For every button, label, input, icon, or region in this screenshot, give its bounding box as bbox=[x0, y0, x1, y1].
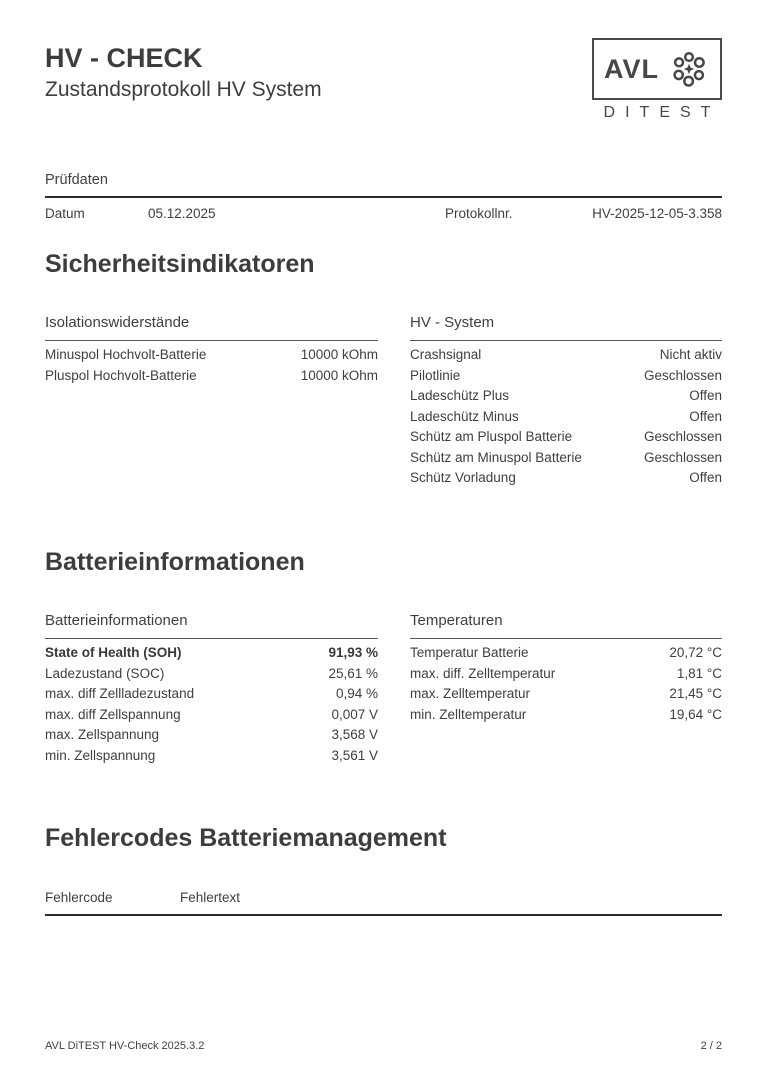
divider bbox=[410, 340, 722, 341]
row-label: Pilotlinie bbox=[410, 367, 461, 383]
row-value: 25,61 % bbox=[328, 665, 378, 681]
logo-brand-text: AVL bbox=[604, 53, 659, 84]
fehlertext-column-header: Fehlertext bbox=[180, 890, 241, 906]
divider bbox=[45, 340, 378, 341]
row-label: Schütz Vorladung bbox=[410, 470, 516, 486]
fehlercode-column-header: Fehlercode bbox=[45, 890, 113, 906]
isolationswiderstaende-table bbox=[45, 314, 378, 386]
divider bbox=[45, 914, 722, 916]
table-row bbox=[410, 407, 722, 428]
logo-box bbox=[592, 38, 722, 100]
row-label: max. Zelltemperatur bbox=[410, 686, 531, 701]
table-row bbox=[45, 664, 378, 685]
row-value: 91,93 % bbox=[328, 645, 378, 660]
row-label: max. Zellspannung bbox=[45, 727, 160, 742]
batterieinformationen-heading: Batterieinformationen bbox=[45, 547, 305, 576]
pruefdaten-row bbox=[45, 198, 722, 221]
sicherheitsindikatoren-tables bbox=[45, 314, 722, 489]
row-label: Ladeschütz Minus bbox=[410, 408, 519, 424]
row-label: Schütz am Pluspol Batterie bbox=[410, 429, 573, 445]
divider bbox=[410, 638, 722, 639]
row-value: 20,72 °C bbox=[669, 645, 722, 660]
subtable-title: Isolationswiderstände bbox=[45, 314, 190, 332]
row-value: 0,94 % bbox=[335, 686, 378, 701]
row-label: max. diff Zellspannung bbox=[45, 706, 181, 722]
fehlercodes-table-header bbox=[45, 890, 722, 905]
table-row bbox=[410, 386, 722, 407]
pruefdaten-section bbox=[45, 172, 722, 221]
sicherheitsindikatoren-heading: Sicherheitsindikatoren bbox=[45, 250, 315, 278]
fehlercodes-heading: Fehlercodes Batteriemanagement bbox=[45, 824, 447, 852]
table-row bbox=[410, 345, 722, 366]
batterieinformationen-tables bbox=[45, 612, 722, 766]
hv-system-table bbox=[410, 314, 722, 489]
batterie-table bbox=[45, 612, 378, 766]
row-value: 10000 kOhm bbox=[300, 347, 378, 363]
row-value: 10000 kOhm bbox=[300, 367, 378, 383]
temperaturen-table bbox=[410, 612, 722, 725]
table-row bbox=[45, 705, 378, 726]
row-value: 1,81 °C bbox=[676, 665, 722, 681]
subtable-title: HV - System bbox=[410, 314, 495, 332]
table-row bbox=[45, 746, 378, 767]
page-footer bbox=[45, 1040, 722, 1052]
row-value: 19,64 °C bbox=[669, 706, 722, 722]
row-value: Nicht aktiv bbox=[659, 347, 722, 363]
row-value: Geschlossen bbox=[643, 449, 722, 465]
row-label: State of Health (SOH) bbox=[45, 645, 182, 660]
subtable-title: Batterieinformationen bbox=[45, 612, 188, 629]
logo-ditest-text: DITEST bbox=[603, 104, 721, 121]
row-label: Ladeschütz Plus bbox=[410, 388, 510, 404]
row-value: Geschlossen bbox=[643, 429, 722, 445]
row-value: 3,568 V bbox=[331, 727, 378, 742]
row-value: Offen bbox=[689, 470, 722, 486]
table-row bbox=[410, 448, 722, 469]
row-value: Geschlossen bbox=[643, 367, 722, 383]
row-value: 21,45 °C bbox=[669, 686, 722, 701]
row-label: max. diff. Zelltemperatur bbox=[410, 665, 556, 681]
page-subtitle: Zustandsprotokoll HV System bbox=[45, 77, 322, 101]
row-label: Temperatur Batterie bbox=[410, 645, 529, 660]
table-row bbox=[410, 664, 722, 685]
table-row bbox=[410, 705, 722, 726]
protokollnr-value: HV-2025-12-05-3.358 bbox=[592, 206, 722, 221]
row-label: Ladezustand (SOC) bbox=[45, 665, 165, 681]
row-label: Schütz am Minuspol Batterie bbox=[410, 449, 582, 465]
table-row bbox=[410, 643, 722, 664]
row-label: Pluspol Hochvolt-Batterie bbox=[45, 367, 197, 383]
row-label: Crashsignal bbox=[410, 347, 482, 363]
avl-ditest-logo bbox=[592, 38, 722, 122]
table-row bbox=[45, 684, 378, 705]
title-block bbox=[45, 44, 322, 102]
row-label: min. Zelltemperatur bbox=[410, 706, 527, 722]
table-row bbox=[410, 684, 722, 705]
page-header bbox=[45, 44, 722, 122]
table-row bbox=[45, 725, 378, 746]
table-row bbox=[45, 366, 378, 387]
row-label: Minuspol Hochvolt-Batterie bbox=[45, 347, 207, 363]
avl-pinwheel-icon bbox=[668, 47, 710, 91]
datum-value: 05.12.2025 bbox=[148, 206, 216, 221]
row-value: Offen bbox=[689, 388, 722, 404]
row-value: Offen bbox=[689, 408, 722, 424]
subtable-title: Temperaturen bbox=[410, 612, 503, 629]
row-value: 3,561 V bbox=[331, 747, 378, 763]
table-row-soh bbox=[45, 643, 378, 664]
page-title: HV - CHECK bbox=[45, 43, 203, 73]
table-row bbox=[410, 427, 722, 448]
row-label: max. diff Zellladezustand bbox=[45, 686, 195, 701]
table-row bbox=[45, 345, 378, 366]
table-row bbox=[410, 366, 722, 387]
footer-app-version: AVL DiTEST HV-Check 2025.3.2 bbox=[45, 1040, 205, 1052]
pruefdaten-heading: Prüfdaten bbox=[45, 172, 108, 188]
row-label: min. Zellspannung bbox=[45, 747, 156, 763]
divider bbox=[45, 638, 378, 639]
datum-label: Datum bbox=[45, 206, 85, 221]
protokollnr-label: Protokollnr. bbox=[445, 206, 513, 221]
table-row bbox=[410, 468, 722, 489]
row-value: 0,007 V bbox=[331, 706, 378, 722]
footer-page-number: 2 / 2 bbox=[700, 1040, 722, 1052]
